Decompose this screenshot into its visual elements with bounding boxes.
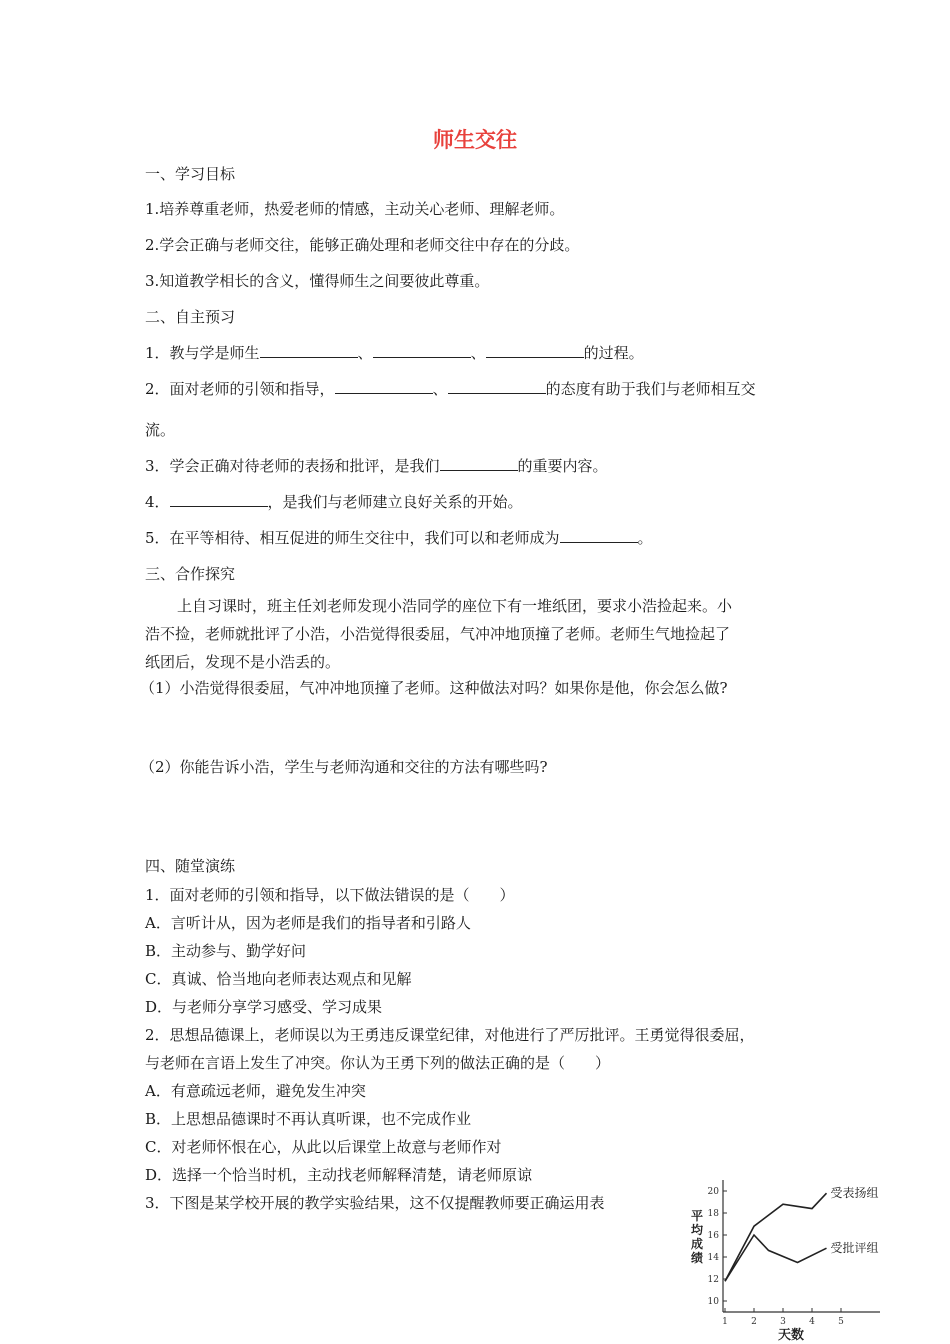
option-b[interactable]: B．上思想品德课时不再认真听课，也不完成作业 <box>145 1110 472 1128</box>
passage-line: 浩不捡，老师就批评了小浩，小浩觉得很委屈，气冲冲地顶撞了老师。老师生气地捡起了 <box>145 625 731 643</box>
y-tick-label: 12 <box>707 1275 719 1285</box>
fill-blank[interactable] <box>170 492 268 507</box>
section-heading-inquiry: 三、合作探究 <box>145 565 236 583</box>
x-axis-label: 天数 <box>777 1328 805 1343</box>
option-d[interactable]: D．选择一个恰当时机，主动找老师解释清楚，请老师原谅 <box>145 1166 533 1184</box>
series-line <box>725 1235 827 1281</box>
fill-blank[interactable] <box>560 528 638 543</box>
passage-line: 纸团后，发现不是小浩丢的。 <box>145 653 341 671</box>
option-a[interactable]: A．有意疏远老师，避免发生冲突 <box>145 1082 366 1100</box>
practice-question-3: 3．下图是某学校开展的教学实验结果，这不仅提醒教师要正确运用表 <box>145 1194 605 1212</box>
section-heading-goals: 一、学习目标 <box>145 165 236 183</box>
inquiry-question-2: （2）你能告诉小浩，学生与老师沟通和交往的方法有哪些吗? <box>140 758 548 776</box>
y-tick-label: 16 <box>707 1231 719 1241</box>
y-tick-label: 14 <box>707 1253 719 1263</box>
practice-question-2-line: 与老师在言语上发生了冲突。你认为王勇下列的做法正确的是（ ） <box>145 1054 611 1072</box>
y-axis-label: 绩 <box>690 1251 704 1265</box>
experiment-chart <box>680 1172 910 1344</box>
goal-item: 2.学会正确与老师交往，能够正确处理和老师交往中存在的分歧。 <box>145 236 580 254</box>
series-line <box>725 1193 827 1281</box>
passage-line: 上自习课时，班主任刘老师发现小浩同学的座位下有一堆纸团，要求小浩捡起来。小 <box>177 597 733 615</box>
option-c[interactable]: C．对老师怀恨在心，从此以后课堂上故意与老师作对 <box>145 1138 502 1156</box>
section-heading-practice: 四、随堂演练 <box>145 857 236 875</box>
section-heading-preview: 二、自主预习 <box>145 308 236 326</box>
practice-question-2-line: 2．思想品德课上，老师误以为王勇违反课堂纪律，对他进行了严厉批评。王勇觉得很委屈， <box>145 1026 755 1044</box>
fill-blank[interactable] <box>440 456 518 471</box>
y-axis-label: 成 <box>690 1237 704 1251</box>
inquiry-passage <box>145 592 810 676</box>
y-tick-label: 20 <box>707 1187 719 1197</box>
fill-blank[interactable] <box>448 379 546 394</box>
x-tick-label: 1 <box>722 1317 728 1327</box>
practice-question-1: 1．面对老师的引领和指导，以下做法错误的是（ ） <box>145 886 515 904</box>
inquiry-question-1: （1）小浩觉得很委屈，气冲冲地顶撞了老师。这种做法对吗？如果你是他，你会怎么做? <box>140 679 728 697</box>
preview-question-4: 4． ，是我们与老师建立良好关系的开始。 <box>145 493 523 511</box>
option-d[interactable]: D．与老师分享学习感受、学习成果 <box>145 998 383 1016</box>
preview-question-5: 5．在平等相待、相互促进的师生交往中，我们可以和老师成为 。 <box>145 529 653 547</box>
goal-item: 3.知道教学相长的含义，懂得师生之间要彼此尊重。 <box>145 272 490 290</box>
x-tick-label: 4 <box>809 1317 815 1327</box>
x-tick-label: 5 <box>838 1317 844 1327</box>
page-title: 师生交往 <box>433 128 517 152</box>
fill-blank[interactable] <box>486 343 584 358</box>
x-tick-label: 3 <box>780 1317 786 1327</box>
y-axis-label: 均 <box>690 1223 704 1237</box>
option-c[interactable]: C．真诚、恰当地向老师表达观点和见解 <box>145 970 412 988</box>
fill-blank[interactable] <box>373 343 471 358</box>
y-tick-label: 10 <box>707 1297 719 1307</box>
x-tick-label: 2 <box>751 1317 757 1327</box>
y-tick-label: 18 <box>707 1209 719 1219</box>
y-axis-label: 平 <box>690 1209 704 1223</box>
option-b[interactable]: B．主动参与、勤学好问 <box>145 942 307 960</box>
series-label: 受批评组 <box>830 1241 879 1256</box>
preview-question-1: 1．教与学是师生 、 、 的过程。 <box>145 344 644 362</box>
preview-question-3: 3．学会正确对待老师的表扬和批评，是我们 的重要内容。 <box>145 457 608 475</box>
fill-blank[interactable] <box>335 379 433 394</box>
preview-question-2-cont: 流。 <box>145 421 176 439</box>
option-a[interactable]: A．言听计从，因为老师是我们的指导者和引路人 <box>145 914 471 932</box>
goal-item: 1.培养尊重老师，热爱老师的情感，主动关心老师、理解老师。 <box>145 200 565 218</box>
fill-blank[interactable] <box>260 343 358 358</box>
preview-question-2: 2．面对老师的引领和指导， 、 的态度有助于我们与老师相互交 <box>145 380 756 398</box>
series-label: 受表扬组 <box>830 1186 879 1201</box>
